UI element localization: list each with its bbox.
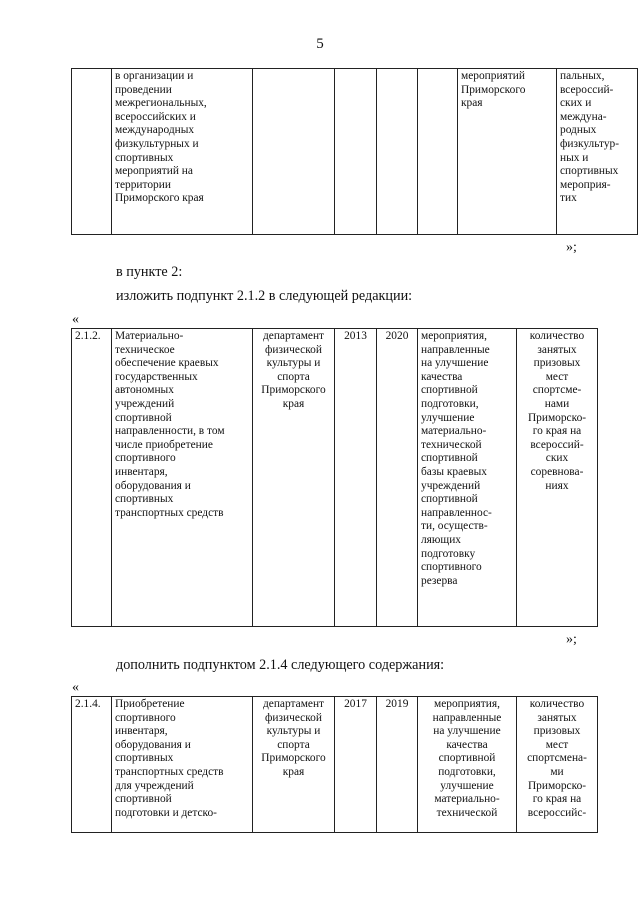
cell-indicator: количество занятых призовых мест спортсме- нами Приморско- го края на всероссий- ских соревнова- ниях xyxy=(517,329,598,627)
cell-name: Материально- техническое обеспечение краевых государственных автономных учреждений спортивной направленности, в том числе приобретение спортивного инвентаря, оборудования и спортивных транспортных средств xyxy=(112,329,253,627)
cell-end xyxy=(377,69,418,235)
closing-quote: »; xyxy=(566,240,577,255)
cell-exec xyxy=(253,69,335,235)
cell-name: Приобретение спортивного инвентаря, оборудования и спортивных транспортных средств для учреждений спортивной подготовки и детско- xyxy=(112,697,253,833)
table-2-1-4 xyxy=(71,696,598,833)
closing-quote: »; xyxy=(566,632,577,647)
cell-exec: департамент физической культуры и спорта Приморского края xyxy=(253,697,335,833)
page-number: 5 xyxy=(316,36,324,52)
cell-indicator: пальных, всероссий- ских и междуна- родных физкультур- ных и спортивных мероприя- тих xyxy=(557,69,638,235)
cell-num: 2.1.2. xyxy=(72,329,112,627)
paragraph-point-2: в пункте 2: xyxy=(116,264,183,280)
cell-result: мероприятия, направленные на улучшение качества спортивной подготовки, улучшение материально- технической спортивной базы краевых учреждений спортивной направленнос- ти, осуществ- ляющих подготовку спортивного резерва xyxy=(418,329,517,627)
table-2-1-2 xyxy=(71,328,598,627)
table-row xyxy=(72,69,638,235)
cell-end: 2020 xyxy=(377,329,418,627)
table-continuation xyxy=(71,68,638,235)
cell-num: 2.1.4. xyxy=(72,697,112,833)
opening-quote: « xyxy=(72,312,79,327)
cell-start xyxy=(335,69,377,235)
cell-start: 2013 xyxy=(335,329,377,627)
cell-indicator: количество занятых призовых мест спортсмена- ми Приморско- го края на всероссийс- xyxy=(517,697,598,833)
cell-exec: департамент физической культуры и спорта Приморского края xyxy=(253,329,335,627)
cell-start: 2017 xyxy=(335,697,377,833)
cell-name: в организации и проведении межрегиональных, всероссийских и международных физкультурных и спортивных мероприятий на территории Приморского края xyxy=(112,69,253,235)
cell-result: мероприятий Приморского края xyxy=(458,69,557,235)
table-row xyxy=(72,329,598,627)
table-row xyxy=(72,697,598,833)
paragraph-amend-2-1-2: изложить подпункт 2.1.2 в следующей редакции: xyxy=(116,288,413,304)
cell-end: 2019 xyxy=(377,697,418,833)
cell-empty xyxy=(418,69,458,235)
paragraph-add-2-1-4: дополнить подпунктом 2.1.4 следующего содержания: xyxy=(116,657,445,673)
opening-quote: « xyxy=(72,680,79,695)
cell-result: мероприятия, направленные на улучшение качества спортивной подготовки, улучшение материально- технической xyxy=(418,697,517,833)
cell-num xyxy=(72,69,112,235)
